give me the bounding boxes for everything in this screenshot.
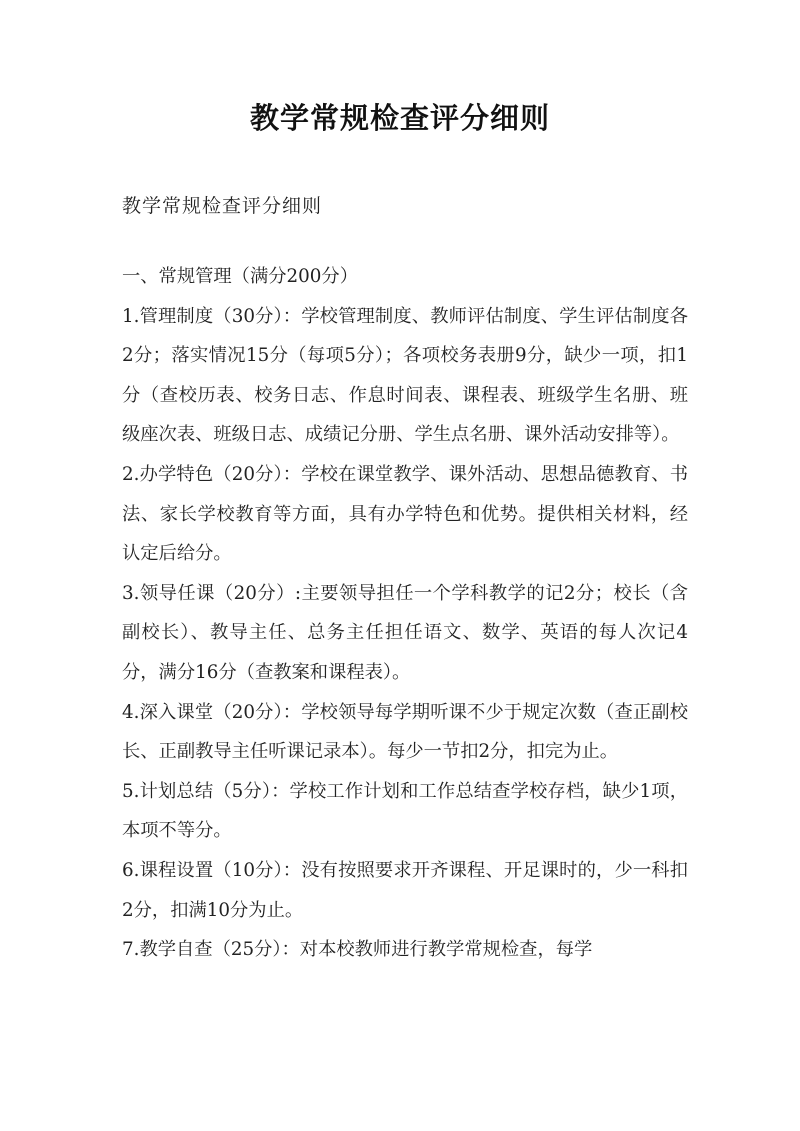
paragraph-item: 2.办学特色（20分）：学校在课堂教学、课外活动、思想品德教育、书法、家长学校教育等方面，具有办学特色和优势。提供相关材料，经认定后给分。	[122, 463, 688, 565]
document-subtitle: 教学常规检查评分细则	[122, 195, 323, 217]
paragraph-item: 4.深入课堂（20分）：学校领导每学期听课不少于规定次数（查正副校长、正副教导主任听课记录本）。每少一节扣2分，扣完为止。	[122, 701, 688, 763]
document-body	[122, 257, 688, 970]
paragraph-item: 6.课程设置（10分）：没有按照要求开齐课程、开足课时的，少一科扣2分，扣满10分为止。	[122, 859, 688, 921]
section-heading: 一、常规管理（满分200分）	[122, 266, 358, 287]
paragraph-item: 1.管理制度（30分）：学校管理制度、教师评估制度、学生评估制度各2分；落实情况15分（每项5分）；各项校务表册9分，缺少一项，扣1分（查校历表、校务日志、作息时间表、课程表、班级学生名册、班级座次表、班级日志、成绩记分册、学生点名册、课外活动安排等）。	[122, 305, 688, 446]
paragraph-item: 7.教学自查（25分）：对本校教师进行教学常规检查，每学	[122, 939, 593, 961]
paragraph-item: 5.计划总结（5分）：学校工作计划和工作总结查学校存档，缺少1项，本项不等分。	[122, 780, 688, 842]
document-title: 教学常规检查评分细则	[249, 101, 550, 135]
paragraph-item: 3.领导任课（20分）:主要领导担任一个学科教学的记2分；校长（含副校长）、教导主任、总务主任担任语文、数学、英语的每人次记4分，满分16分（查教案和课程表）。	[122, 582, 688, 683]
